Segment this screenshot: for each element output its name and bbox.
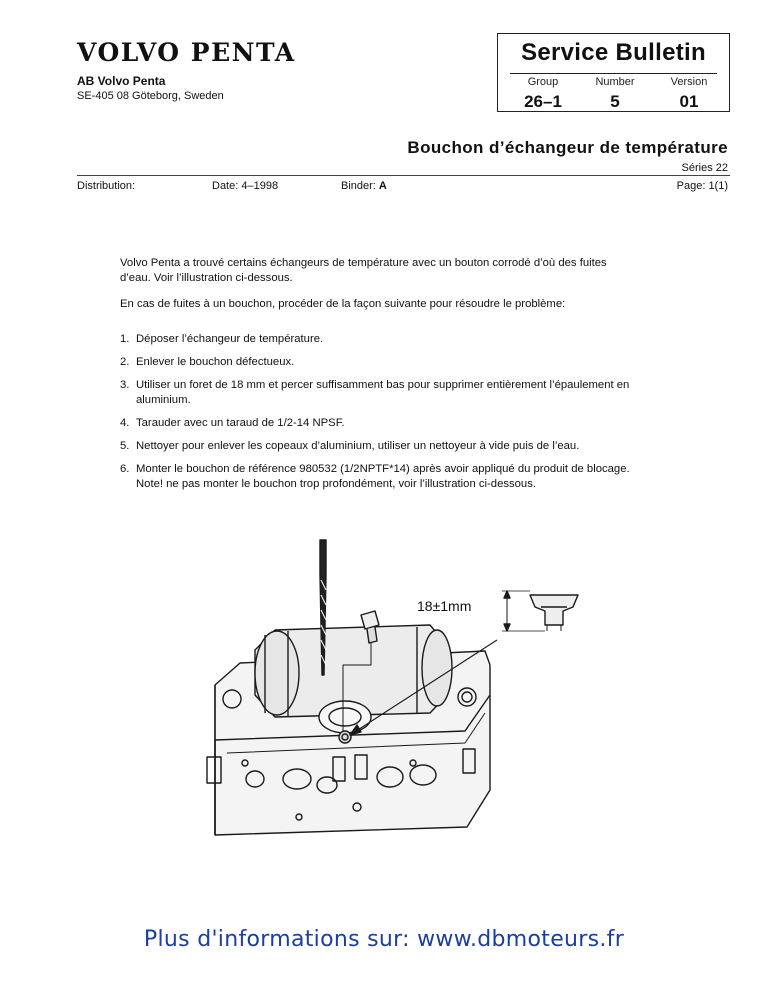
step-text	[136, 462, 635, 492]
meta-divider	[77, 175, 730, 176]
volvo-penta-logo: VOLVO PENTA	[77, 38, 296, 67]
binder-field	[341, 180, 387, 192]
intro-paragraph: Volvo Penta a trouvé certains échangeurs de température avec un bouton corrodé d’où des fuites d’eau. Voir l’illustration ci-dessous.	[120, 257, 607, 284]
binder-value: A	[378, 180, 387, 192]
number-value: 5	[610, 92, 620, 111]
date-label: Date:	[212, 180, 239, 192]
page-field	[677, 180, 728, 192]
problem-paragraph: En cas de fuites à un bouchon, procéder de la façon suivante pour résoudre le problème:	[120, 298, 566, 310]
footer-website-link[interactable]: Plus d'informations sur: www.dbmoteurs.fr	[143, 927, 625, 952]
version-value: 01	[679, 92, 699, 111]
step-number: 3.	[120, 379, 130, 391]
distribution-label: Distribution:	[77, 180, 136, 192]
step-text: Utiliser un foret de 18 mm et percer suffisamment bas pour supprimer entièrement l’épaulement en aluminium.	[136, 379, 630, 406]
page-value: 1(1)	[708, 180, 728, 192]
step-number: 6.	[120, 463, 130, 475]
group-value: 26–1	[524, 92, 562, 111]
binder-label: Binder:	[341, 180, 376, 192]
distribution-field	[77, 180, 135, 192]
series-label: Séries 22	[681, 162, 728, 174]
step-number: 5.	[120, 440, 130, 452]
step-text: Nettoyer pour enlever les copeaux d’aluminium, utiliser un nettoyeur à vide puis de l’eau.	[136, 440, 580, 452]
step-number: 2.	[120, 356, 130, 368]
step-text-main: Monter le bouchon de référence 980532 (1/2NPTF*14) après avoir appliqué du produit de blocage.	[136, 463, 630, 475]
list-item	[120, 439, 635, 454]
page-label: Page:	[676, 180, 706, 192]
step-number: 1.	[120, 333, 130, 345]
bulletin-divider	[510, 73, 717, 74]
list-item	[120, 355, 635, 370]
cylinder-head-illustration	[185, 535, 605, 875]
number-label: Number	[595, 76, 635, 88]
date-field	[212, 180, 278, 192]
service-bulletin-box	[497, 33, 730, 112]
version-label: Version	[670, 76, 708, 88]
list-item	[120, 378, 635, 408]
company-address: SE-405 08 Göteborg, Sweden	[77, 90, 224, 102]
list-item	[120, 332, 635, 347]
dimension-label: 18±1mm	[417, 598, 472, 614]
date-value: 4–1998	[241, 180, 279, 192]
step-text: Tarauder avec un taraud de 1/2-14 NPSF.	[136, 417, 345, 429]
list-item	[120, 462, 635, 492]
service-bulletin-title: Service Bulletin	[521, 39, 706, 66]
step-text: Déposer l’échangeur de température.	[136, 333, 324, 345]
document-title: Bouchon d’échangeur de température	[407, 138, 728, 157]
step-note: Note! ne pas monter le bouchon trop profondément, voir l’illustration ci-dessous.	[136, 478, 536, 490]
step-text: Enlever le bouchon défectueux.	[136, 356, 295, 368]
number-field	[580, 76, 650, 112]
company-name: AB Volvo Penta	[77, 74, 166, 88]
group-label: Group	[527, 76, 559, 88]
list-item	[120, 416, 635, 431]
step-number: 4.	[120, 417, 130, 429]
procedure-steps	[120, 332, 635, 500]
version-field	[654, 76, 724, 112]
group-field	[508, 76, 578, 112]
